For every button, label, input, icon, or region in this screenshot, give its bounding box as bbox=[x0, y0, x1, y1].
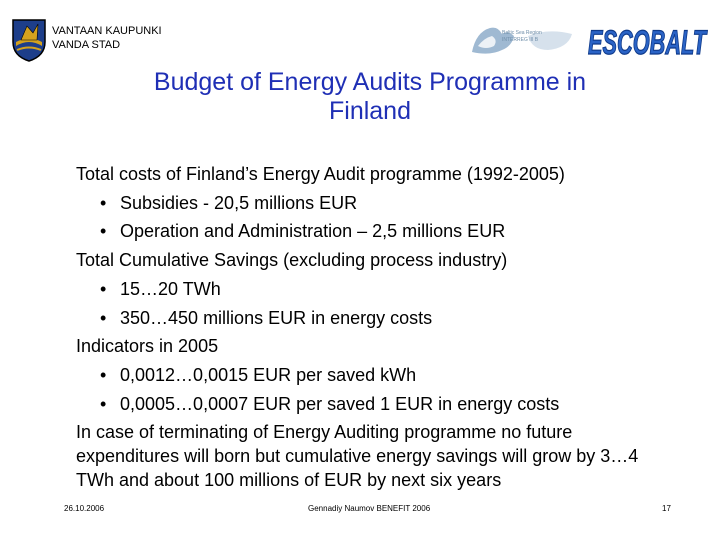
bullet-text: 0,0005…0,0007 EUR per saved 1 EUR in energy costs bbox=[120, 393, 560, 414]
bullet-item bbox=[76, 361, 676, 390]
bullet-item bbox=[76, 217, 676, 246]
bullet-icon: • bbox=[100, 364, 107, 385]
bullet-text: 15…20 TWh bbox=[120, 278, 221, 299]
bullet-item bbox=[76, 189, 676, 218]
footer-author: Gennadiy Naumov BENEFIT 2006 bbox=[308, 504, 431, 513]
body-line-cumulative-savings: Total Cumulative Savings (excluding process industry) bbox=[76, 250, 508, 271]
bullet-icon: • bbox=[100, 393, 107, 414]
bullet-icon: • bbox=[100, 192, 107, 213]
body-line-total-costs: Total costs of Finland’s Energy Audit programme (1992-2005) bbox=[76, 164, 565, 184]
interreg-line-2: INTERREG III B bbox=[502, 37, 539, 43]
bullet-text: Subsidies - 20,5 millions EUR bbox=[120, 192, 358, 213]
slide-title bbox=[60, 68, 680, 126]
title-line-2: Finland bbox=[329, 97, 411, 125]
interreg-caption bbox=[502, 30, 542, 44]
bullet-item bbox=[76, 390, 676, 419]
body-line-indicators: Indicators in 2005 bbox=[76, 336, 219, 357]
bullet-item bbox=[76, 304, 676, 333]
page-number: 17 bbox=[662, 504, 671, 513]
slide-body bbox=[76, 160, 676, 492]
escobalt-logo-text: ESCOBALT bbox=[588, 24, 709, 62]
header bbox=[0, 0, 720, 78]
bullet-item bbox=[76, 275, 676, 304]
bullet-text: Operation and Administration – 2,5 millions EUR bbox=[120, 221, 506, 242]
escobalt-logo bbox=[584, 16, 710, 64]
title-line-1: Budget of Energy Audits Programme in bbox=[153, 68, 587, 96]
body-paragraph-conclusion: In case of terminating of Energy Auditing programme no future expenditures will born but cumulative energy savings will grow by 3…4 TWh and about 100 millions of EUR by next six years bbox=[76, 422, 639, 491]
interreg-line-1: Baltic Sea Region bbox=[502, 30, 542, 36]
bullet-icon: • bbox=[100, 278, 107, 299]
organization-name bbox=[52, 24, 162, 52]
bullet-icon: • bbox=[100, 307, 107, 328]
coat-of-arms-icon bbox=[11, 18, 47, 62]
footer-date: 26.10.2006 bbox=[64, 504, 105, 513]
bullet-icon: • bbox=[100, 221, 107, 242]
bullet-text: 350…450 millions EUR in energy costs bbox=[120, 307, 433, 328]
org-line-2: VANDA STAD bbox=[52, 39, 121, 51]
org-line-1: VANTAAN KAUPUNKI bbox=[52, 25, 162, 37]
bullet-text: 0,0012…0,0015 EUR per saved kWh bbox=[120, 364, 417, 385]
